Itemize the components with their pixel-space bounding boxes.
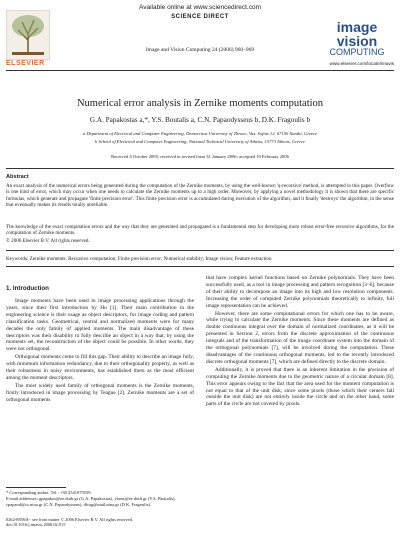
- affiliation-a: a Department of Electrical and Computer Engineering, Democritus University of Thrace, Vas. Sofias 12, 67100 Xanthi, Greece: [82, 131, 318, 136]
- keywords: Keywords: Zernike moments; Recursive computation; Finite precision error; Numerical stability; Image vision; Feature extraction: [6, 256, 272, 262]
- keywords-bottom-rule: [6, 266, 394, 267]
- keywords-top-rule: [6, 250, 394, 251]
- footnote-corresponding: * Corresponding author. Tel.: +30 2541079559.: [6, 490, 92, 495]
- author-list: G.A. Papakostas a,*, Y.S. Boutalis a, C.N. Papaodysseus b, D.K. Fragoulis b: [89, 116, 311, 124]
- affiliation-b: b School of Electrical and Computer Engineering, National Technical University of Athens, 15773 Athens, Greece: [95, 139, 305, 144]
- body-paragraph: Orthogonal moments come to fill this gap. Their ability to describe an image fully, with minimum information redundancy, due to their orthogonality property, as well as their robustness in noisy environments, has established them as the most efficient among the moment descriptors.: [6, 354, 194, 381]
- body-paragraph: However, there are some computational errors for which one has to be aware, while trying to calculate the Zernike moments. Since these moments are defined as double continuous integral over the domain of normalized coordinates, as it will be presented in Section 2, errors from the discrete approximation of the continuous integrals and of the transformation of the image coordinate system into the domain of the orthogonal polynomials [7], will be involved during the computation. These disadvantages of the continuous orthogonal moments, led to the recently introduced discrete orthogonal moments [7], which are defined directly to the discrete domain.: [206, 310, 394, 365]
- front-matter-line: [6, 517, 194, 528]
- sciencedirect-logo: SCIENCE DIRECT: [171, 14, 229, 20]
- body-paragraph: that have complex kernel functions based on Zernike polynomials. They have been successfully used, as a tool in image processing and pattern recognition [3–6], because of their ability to decompose an image into its high and low resolution components. Increasing the order of computed Zernike polynomials theoretically to infinity, full image representation can be achieved.: [206, 275, 394, 309]
- journal-logo-word-1: image: [336, 19, 378, 35]
- journal-logo: [324, 20, 390, 57]
- header-rule: [6, 70, 394, 71]
- abstract-paragraph-2: The knowledge of the exact computation errors and the way that they are generated and propagated is a fundamental step for developing more robust error-free recursive algorithms, for the computation of Zernike moments.: [6, 224, 394, 237]
- section-heading-introduction: 1. Introduction: [6, 285, 49, 292]
- journal-reference: Image and Vision Computing 24 (2006) 960–969: [145, 47, 255, 53]
- body-paragraph: Image moments have been used in image processing applications through the years, since their first introduction by Hu [1]. Their main contribution in the engineering science is their usage as object descriptors, for image coding and pattern classification tasks. Geometrical, central and normalized moments were for many decades the only family of applied moments. The main disadvantage of these descriptors was their disability to fully describe an object in a way that, by using the moments set, the reconstruction of the object could be possible. In other words, they were not orthogonal.: [6, 298, 194, 353]
- journal-url[interactable]: www.elsevier.com/locate/imavis: [329, 61, 394, 66]
- body-paragraph: The most widely used family of orthogonal moments is the Zernike moments, firstly introduced in image processing by Teague [2]. Zernike moments are a set of orthogonal moments: [6, 382, 194, 403]
- abstract-top-rule: [6, 168, 394, 169]
- doi-line[interactable]: doi:10.1016/j.imavis.2006.02.015: [6, 522, 66, 528]
- issn-line: 0262-8856/$ - see front matter © 2006 Elsevier B.V. All rights reserved.: [6, 517, 133, 522]
- abstract-copyright: © 2006 Elsevier B.V. All rights reserved.: [6, 238, 90, 244]
- journal-logo-word-3: COMPUTING: [329, 47, 385, 57]
- available-online-line: Available online at www.sciencedirect.com: [139, 4, 261, 11]
- body-paragraph: Additionally, it is proved that there is an inherent limitation in the precision of computing the Zernike moments due to the geometric nature of a circular domain [8]. This error appears owing to the fact that the area used for the moment computation is not equal to that of the unit disk, since some pixels (those which their centers fall outside the unit disk) are not entirely inside the circle and on the other hand, some parts of the circle are not covered by pixels.: [206, 366, 394, 408]
- abstract-heading: Abstract: [6, 174, 29, 180]
- paper-title: Numerical error analysis in Zernike moments computation: [76, 98, 324, 109]
- abstract-paragraph-1: An exact analysis of the numerical errors being generated during the computation of the Zernike moments, by using the well-known 'q-recursive' method, is attempted in this paper. Overflow is one kind of error, which may occur when one needs to calculate the Zernike moments up to a high order. Moreover, by applying a novel methodology it is shown that there are specific formulas, which generate and propagate 'finite precision error'. This finite precision error is accumulated during execution of the algorithm, and it finally 'destroys' the algorithm, in the sense that eventually makes its results totally unreliable.: [6, 183, 394, 209]
- footnote-rule: [6, 487, 66, 488]
- journal-logo-word-2: vision: [336, 33, 378, 49]
- right-column: [206, 275, 394, 409]
- footnote-emails: E-mail addresses: gpapakos@ee.duth.gr (G.A. Papakostas), ybout@ee.duth.gr (Y.S. Boutalis), cpapaod@cs.ntua.gr (C.N. Papaodysseus), dfrag@mail.ntua.gr (D.K. Fragoulis).: [6, 496, 176, 507]
- publisher-name: ELSEVIER: [6, 60, 45, 67]
- received-dates: Received 4 October 2005; received in revised form 31 January 2006; accepted 10 February 2006: [111, 154, 289, 159]
- left-column: [6, 298, 194, 405]
